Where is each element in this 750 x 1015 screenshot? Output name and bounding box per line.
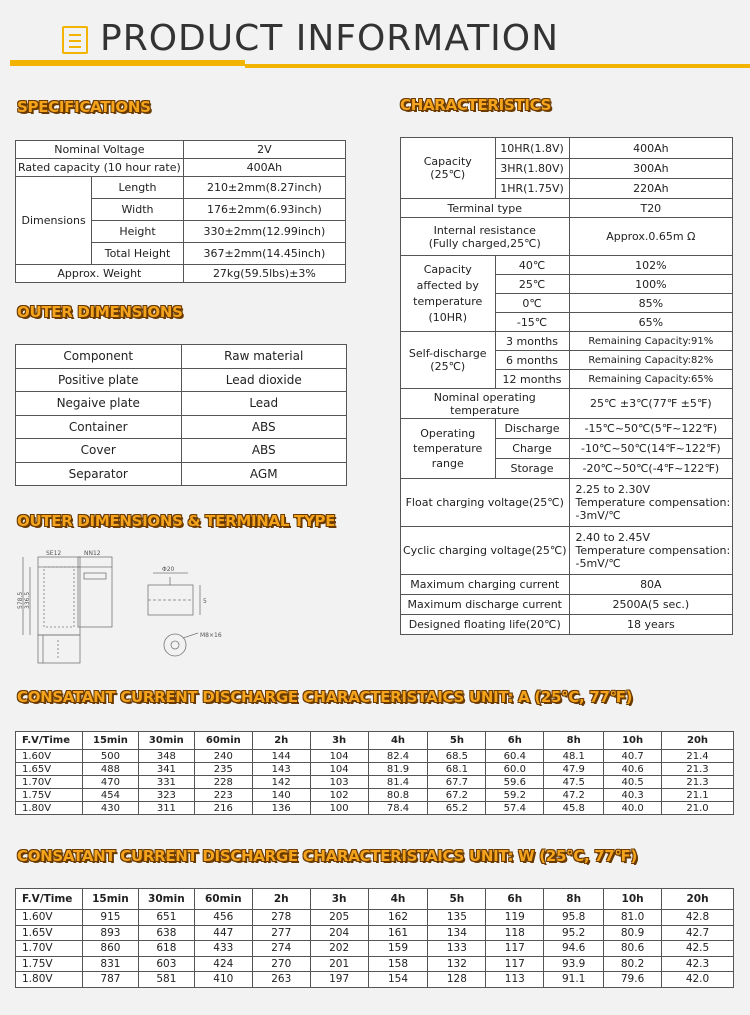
table-cell: 860 <box>82 941 138 957</box>
table-cell: 159 <box>368 941 428 957</box>
table-cell: 216 <box>194 802 252 815</box>
table-row <box>16 925 734 941</box>
table-cell: -15℃~50℃(5℉~122℉) <box>569 419 733 439</box>
table-cell: ABS <box>181 439 347 463</box>
table-row <box>16 802 734 815</box>
table-cell: 202 <box>310 941 368 957</box>
terminal-type-value: T20 <box>569 199 733 218</box>
document-icon <box>62 26 88 54</box>
table-cell: 278 <box>252 910 310 926</box>
characteristics-table <box>400 137 733 635</box>
table-cell: 48.1 <box>544 750 604 763</box>
table-cell: 430 <box>82 802 138 815</box>
column-header: 30min <box>138 732 194 750</box>
column-header: F.V/Time <box>16 889 83 910</box>
table-cell: 59.6 <box>486 776 544 789</box>
table-cell: 6 months <box>495 351 569 370</box>
max-charging-label: Maximum charging current <box>401 575 570 595</box>
terminal-type-label: Terminal type <box>401 199 570 218</box>
table-cell: 197 <box>310 972 368 988</box>
table-cell: 454 <box>82 789 138 802</box>
table-cell: 433 <box>194 941 252 957</box>
table-row <box>16 941 734 957</box>
column-header: F.V/Time <box>16 732 83 750</box>
internal-resistance-label: Internal resistance (Fully charged,25℃) <box>401 218 570 256</box>
table-cell: 113 <box>486 972 544 988</box>
table-cell: 133 <box>428 941 486 957</box>
table-row <box>401 615 733 635</box>
table-cell: 57.4 <box>486 802 544 815</box>
nominal-voltage-label: Nominal Voltage <box>16 141 184 159</box>
column-header: Component <box>16 345 182 369</box>
table-row <box>16 972 734 988</box>
floating-life-label: Designed floating life(20℃) <box>401 615 570 635</box>
max-discharge-value: 2500A(5 sec.) <box>569 595 733 615</box>
table-cell: 447 <box>194 925 252 941</box>
table-cell: Lead dioxide <box>181 368 347 392</box>
table-cell: 400Ah <box>569 138 733 159</box>
table-cell: Separator <box>16 462 182 486</box>
table-row <box>16 177 346 199</box>
table-cell: 323 <box>138 789 194 802</box>
drawing-label: SE12 <box>46 550 62 557</box>
table-cell: 103 <box>310 776 368 789</box>
table-cell: 603 <box>138 956 194 972</box>
table-cell: 42.7 <box>662 925 734 941</box>
width-label: Width <box>92 199 184 221</box>
self-discharge-label: Self-discharge (25℃) <box>401 332 496 389</box>
table-cell: Discharge <box>495 419 569 439</box>
cyclic-charging-label: Cyclic charging voltage(25℃) <box>401 527 570 575</box>
table-cell: 915 <box>82 910 138 926</box>
table-cell: 277 <box>252 925 310 941</box>
table-cell: 40.7 <box>604 750 662 763</box>
table-row <box>16 910 734 926</box>
column-header: 30min <box>138 889 194 910</box>
total-height-label: Total Height <box>92 243 184 265</box>
table-row <box>16 789 734 802</box>
discharge-w-title: CONSATANT CURRENT DISCHARGE CHARACTERISTAICS UNIT: W (25℃, 77℉) <box>17 847 638 865</box>
nominal-voltage-value: 2V <box>183 141 345 159</box>
specifications-table <box>15 140 346 283</box>
column-header: 10h <box>604 732 662 750</box>
table-cell: 93.9 <box>544 956 604 972</box>
table-cell: 81.9 <box>368 763 428 776</box>
table-cell: 201 <box>310 956 368 972</box>
discharge-a-title: CONSATANT CURRENT DISCHARGE CHARACTERISTAICS UNIT: A (25℃, 77℉) <box>17 688 633 706</box>
table-cell: 21.4 <box>662 750 734 763</box>
table-cell: 40.3 <box>604 789 662 802</box>
table-cell: 78.4 <box>368 802 428 815</box>
table-cell: 42.3 <box>662 956 734 972</box>
header-accent-line <box>10 60 245 66</box>
table-cell: 831 <box>82 956 138 972</box>
table-row <box>16 415 347 439</box>
total-height-value: 367±2mm(14.45inch) <box>183 243 345 265</box>
table-cell: 143 <box>252 763 310 776</box>
column-header: 6h <box>486 732 544 750</box>
table-cell: 42.8 <box>662 910 734 926</box>
table-row <box>16 141 346 159</box>
table-cell: 140 <box>252 789 310 802</box>
table-cell: 470 <box>82 776 138 789</box>
table-cell: 21.0 <box>662 802 734 815</box>
drawing-label: Φ20 <box>162 566 175 573</box>
table-cell: 102 <box>310 789 368 802</box>
table-cell: 40.0 <box>604 802 662 815</box>
table-row <box>16 750 734 763</box>
table-row <box>401 332 733 351</box>
table-row <box>16 439 347 463</box>
table-row <box>16 763 734 776</box>
table-cell: 204 <box>310 925 368 941</box>
table-row <box>401 256 733 275</box>
table-cell: 893 <box>82 925 138 941</box>
table-cell: 331 <box>138 776 194 789</box>
table-cell: 223 <box>194 789 252 802</box>
table-row <box>401 527 733 575</box>
length-value: 210±2mm(8.27inch) <box>183 177 345 199</box>
max-discharge-label: Maximum discharge current <box>401 595 570 615</box>
table-cell: 1.60V <box>16 910 83 926</box>
column-header: 60min <box>194 732 252 750</box>
table-cell: 1.60V <box>16 750 83 763</box>
column-header: 15min <box>82 889 138 910</box>
table-row <box>401 218 733 256</box>
table-cell: 500 <box>82 750 138 763</box>
table-row <box>16 159 346 177</box>
table-cell: 91.1 <box>544 972 604 988</box>
table-cell: 161 <box>368 925 428 941</box>
table-cell: 80.9 <box>604 925 662 941</box>
table-cell: 68.5 <box>428 750 486 763</box>
table-cell: 21.3 <box>662 763 734 776</box>
header-underline <box>245 64 750 68</box>
dimensions-label: Dimensions <box>16 177 92 265</box>
table-cell: 67.7 <box>428 776 486 789</box>
column-header: Raw material <box>181 345 347 369</box>
table-row <box>16 776 734 789</box>
table-cell: Container <box>16 415 182 439</box>
table-cell: Positive plate <box>16 368 182 392</box>
table-cell: 79.6 <box>604 972 662 988</box>
table-cell: 1.70V <box>16 941 83 957</box>
table-cell: 81.4 <box>368 776 428 789</box>
table-cell: 1.65V <box>16 763 83 776</box>
table-cell: 134 <box>428 925 486 941</box>
table-cell: 81.0 <box>604 910 662 926</box>
table-cell: 228 <box>194 776 252 789</box>
table-row <box>401 575 733 595</box>
outer-terminal-title: OUTER DIMENSIONS & TERMINAL TYPE <box>17 512 336 530</box>
table-cell: 488 <box>82 763 138 776</box>
table-cell: 142 <box>252 776 310 789</box>
outer-dimensions-table <box>15 344 347 486</box>
table-cell: 104 <box>310 763 368 776</box>
table-cell: Remaining Capacity:91% <box>569 332 733 351</box>
table-row <box>16 368 347 392</box>
table-cell: 40.5 <box>604 776 662 789</box>
operating-range-label: Operating temperature range <box>401 419 496 479</box>
table-cell: 102% <box>569 256 733 275</box>
table-row <box>401 199 733 218</box>
table-cell: 100 <box>310 802 368 815</box>
table-cell: ABS <box>181 415 347 439</box>
column-header: 15min <box>82 732 138 750</box>
table-cell: 68.1 <box>428 763 486 776</box>
table-row <box>16 956 734 972</box>
table-cell: 80.2 <box>604 956 662 972</box>
table-cell: 638 <box>138 925 194 941</box>
characteristics-title: CHARACTERISTICS <box>400 96 552 114</box>
weight-label: Approx. Weight <box>16 265 184 283</box>
table-cell: 270 <box>252 956 310 972</box>
table-row <box>16 392 347 416</box>
drawing-label: M8×16 <box>200 632 222 639</box>
table-cell: 1.80V <box>16 972 83 988</box>
table-cell: 410 <box>194 972 252 988</box>
table-header-row <box>16 345 347 369</box>
table-cell: 40℃ <box>495 256 569 275</box>
table-header-row <box>16 889 734 910</box>
cyclic-charging-value: 2.40 to 2.45V Temperature compensation: -5mV/℃ <box>569 527 733 575</box>
table-cell: 348 <box>138 750 194 763</box>
table-cell: 25℃ <box>495 275 569 294</box>
table-row <box>401 389 733 419</box>
table-cell: 136 <box>252 802 310 815</box>
table-cell: 1HR(1.75V) <box>495 179 569 199</box>
table-cell: Storage <box>495 459 569 479</box>
table-cell: 787 <box>82 972 138 988</box>
internal-resistance-value: Approx.0.65m Ω <box>569 218 733 256</box>
table-cell: 235 <box>194 763 252 776</box>
column-header: 5h <box>428 889 486 910</box>
table-cell: 456 <box>194 910 252 926</box>
table-cell: 144 <box>252 750 310 763</box>
table-cell: 82.4 <box>368 750 428 763</box>
floating-life-value: 18 years <box>569 615 733 635</box>
table-cell: 80.8 <box>368 789 428 802</box>
table-cell: 1.80V <box>16 802 83 815</box>
table-cell: 3HR(1.80V) <box>495 159 569 179</box>
column-header: 5h <box>428 732 486 750</box>
table-cell: 80.6 <box>604 941 662 957</box>
rated-capacity-value: 400Ah <box>183 159 345 177</box>
table-cell: AGM <box>181 462 347 486</box>
table-cell: 21.3 <box>662 776 734 789</box>
table-row <box>401 138 733 159</box>
table-cell: 118 <box>486 925 544 941</box>
table-cell: 67.2 <box>428 789 486 802</box>
column-header: 8h <box>544 732 604 750</box>
column-header: 4h <box>368 732 428 750</box>
max-charging-value: 80A <box>569 575 733 595</box>
column-header: 10h <box>604 889 662 910</box>
column-header: 20h <box>662 732 734 750</box>
table-cell: 3 months <box>495 332 569 351</box>
length-label: Length <box>92 177 184 199</box>
table-row <box>16 265 346 283</box>
table-cell: 117 <box>486 941 544 957</box>
table-cell: 100% <box>569 275 733 294</box>
weight-value: 27kg(59.5lbs)±3% <box>183 265 345 283</box>
table-cell: -20℃~50℃(-4℉~122℉) <box>569 459 733 479</box>
table-cell: 60.4 <box>486 750 544 763</box>
table-cell: 95.2 <box>544 925 604 941</box>
table-cell: 42.0 <box>662 972 734 988</box>
table-header-row <box>16 732 734 750</box>
table-cell: 651 <box>138 910 194 926</box>
table-cell: 21.1 <box>662 789 734 802</box>
table-cell: 1.75V <box>16 956 83 972</box>
table-cell: Lead <box>181 392 347 416</box>
table-row <box>16 462 347 486</box>
table-cell: 1.65V <box>16 925 83 941</box>
table-cell: 104 <box>310 750 368 763</box>
table-cell: 59.2 <box>486 789 544 802</box>
table-cell: 65% <box>569 313 733 332</box>
nominal-operating-temp-value: 25℃ ±3℃(77℉ ±5℉) <box>569 389 733 419</box>
table-cell: 162 <box>368 910 428 926</box>
table-cell: 128 <box>428 972 486 988</box>
rated-capacity-label: Rated capacity (10 hour rate) <box>16 159 184 177</box>
table-cell: 300Ah <box>569 159 733 179</box>
width-value: 176±2mm(6.93inch) <box>183 199 345 221</box>
column-header: 3h <box>310 732 368 750</box>
table-cell: Charge <box>495 439 569 459</box>
table-cell: 47.5 <box>544 776 604 789</box>
drawing-label: NN12 <box>84 550 101 557</box>
table-cell: 240 <box>194 750 252 763</box>
table-cell: Remaining Capacity:65% <box>569 370 733 389</box>
column-header: 60min <box>194 889 252 910</box>
temperature-capacity-label: Capacity affected by temperature (10HR) <box>401 256 496 332</box>
table-row <box>401 479 733 527</box>
table-cell: Cover <box>16 439 182 463</box>
battery-dimension-drawing <box>18 545 268 665</box>
height-label: Height <box>92 221 184 243</box>
outer-dimensions-title: OUTER DIMENSIONS <box>17 303 183 321</box>
table-row <box>401 595 733 615</box>
page-header <box>0 0 750 80</box>
table-cell: 154 <box>368 972 428 988</box>
column-header: 2h <box>252 889 310 910</box>
page-title: PRODUCT INFORMATION <box>100 18 560 59</box>
specifications-title: SPECIFICATIONS <box>17 98 151 116</box>
table-cell: 10HR(1.8V) <box>495 138 569 159</box>
drawing-label: 5 <box>203 598 207 605</box>
column-header: 6h <box>486 889 544 910</box>
table-cell: 85% <box>569 294 733 313</box>
table-cell: Negaive plate <box>16 392 182 416</box>
float-charging-label: Float charging voltage(25℃) <box>401 479 570 527</box>
table-row <box>401 419 733 439</box>
table-cell: 12 months <box>495 370 569 389</box>
float-charging-value: 2.25 to 2.30V Temperature compensation: -3mV/℃ <box>569 479 733 527</box>
discharge-a-table <box>15 731 734 815</box>
column-header: 8h <box>544 889 604 910</box>
table-cell: 158 <box>368 956 428 972</box>
table-cell: 42.5 <box>662 941 734 957</box>
column-header: 4h <box>368 889 428 910</box>
table-cell: 60.0 <box>486 763 544 776</box>
table-cell: 581 <box>138 972 194 988</box>
table-cell: -10℃~50℃(14℉~122℉) <box>569 439 733 459</box>
table-cell: 65.2 <box>428 802 486 815</box>
table-cell: 220Ah <box>569 179 733 199</box>
table-cell: Remaining Capacity:82% <box>569 351 733 370</box>
table-cell: 117 <box>486 956 544 972</box>
column-header: 20h <box>662 889 734 910</box>
table-cell: 132 <box>428 956 486 972</box>
nominal-operating-temp-label: Nominal operating temperature <box>401 389 570 419</box>
table-cell: 119 <box>486 910 544 926</box>
table-cell: 95.8 <box>544 910 604 926</box>
table-cell: 618 <box>138 941 194 957</box>
table-cell: -15℃ <box>495 313 569 332</box>
table-cell: 0℃ <box>495 294 569 313</box>
drawing-label: 336.5 <box>24 591 31 609</box>
table-cell: 94.6 <box>544 941 604 957</box>
table-cell: 205 <box>310 910 368 926</box>
table-cell: 47.2 <box>544 789 604 802</box>
table-cell: 40.6 <box>604 763 662 776</box>
table-cell: 1.70V <box>16 776 83 789</box>
table-cell: 263 <box>252 972 310 988</box>
table-cell: 1.75V <box>16 789 83 802</box>
table-cell: 135 <box>428 910 486 926</box>
column-header: 3h <box>310 889 368 910</box>
drawing-label: 578.5 <box>17 591 24 609</box>
table-cell: 274 <box>252 941 310 957</box>
table-cell: 311 <box>138 802 194 815</box>
column-header: 2h <box>252 732 310 750</box>
discharge-w-table <box>15 888 734 988</box>
table-cell: 47.9 <box>544 763 604 776</box>
capacity-label: Capacity (25℃) <box>401 138 496 199</box>
table-cell: 45.8 <box>544 802 604 815</box>
height-value: 330±2mm(12.99inch) <box>183 221 345 243</box>
table-cell: 341 <box>138 763 194 776</box>
table-cell: 424 <box>194 956 252 972</box>
